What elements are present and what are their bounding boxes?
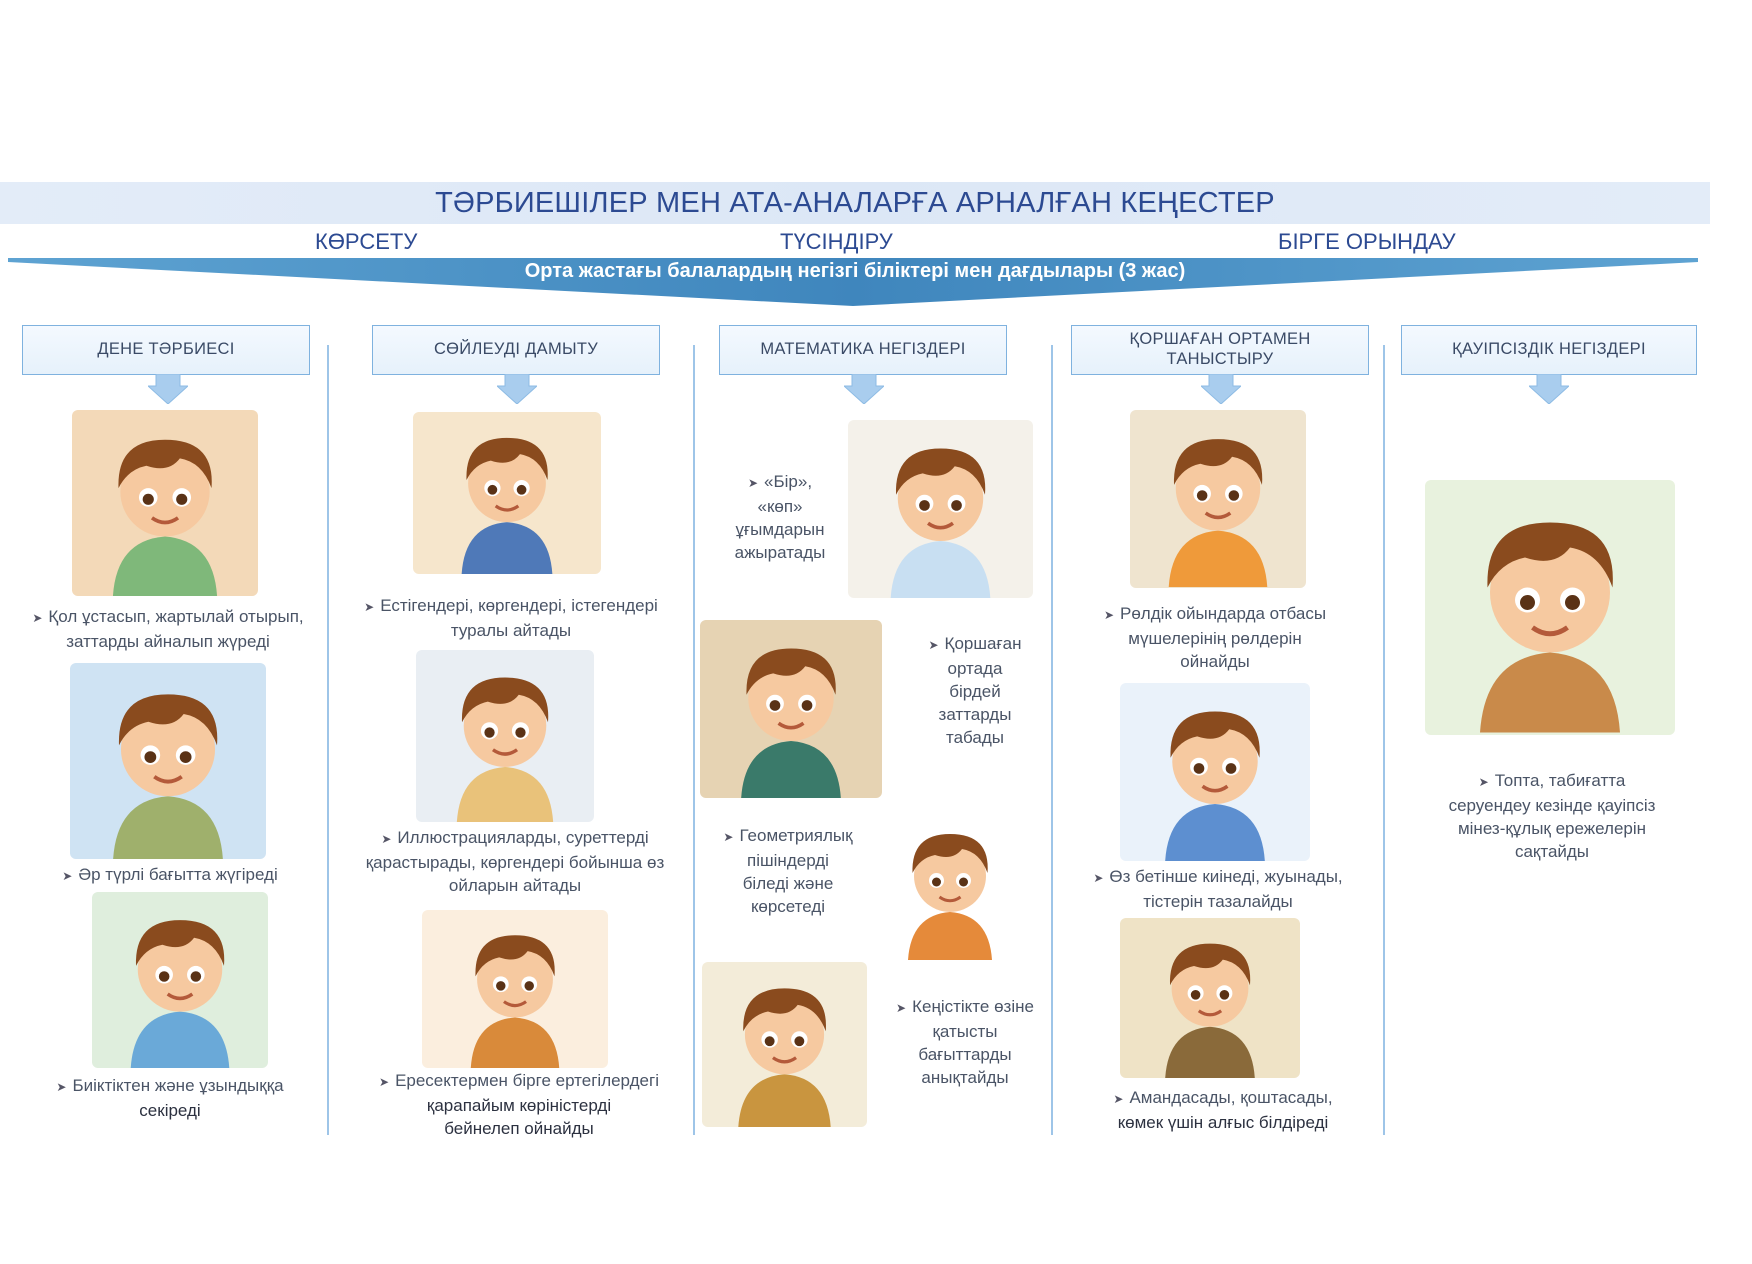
illustration-boy xyxy=(413,412,601,574)
bullet-arrow-icon: ➤ xyxy=(1478,775,1489,789)
heading-safety-basics: ҚАУІПСІЗДІК НЕГІЗДЕРІ xyxy=(1401,325,1697,375)
illustration-boy xyxy=(1425,480,1675,735)
caption-item: ➤ Қоршаған ортада бірдей заттарды табады xyxy=(928,634,1022,747)
illustration-boy xyxy=(1120,918,1300,1078)
bullet-arrow-icon: ➤ xyxy=(379,1075,390,1089)
bullet-arrow-icon: ➤ xyxy=(723,830,734,844)
bullet-arrow-icon: ➤ xyxy=(381,832,392,846)
column-divider xyxy=(327,345,329,1135)
caption-item: ➤ Топта, табиғатта серуендеу кезінде қауіпсіз мінез-құлық ережелерін сақтайды xyxy=(1448,771,1656,861)
column-divider xyxy=(693,345,695,1135)
bullet-arrow-icon: ➤ xyxy=(56,1080,67,1094)
illustration-boy xyxy=(92,892,268,1068)
caption-item: ➤ Иллюстрацияларды, суреттерді қарастырады, көргендері бойынша өз ойларын айтады xyxy=(365,828,665,895)
bullet-arrow-icon: ➤ xyxy=(1113,1092,1124,1106)
down-arrow-icon xyxy=(148,374,188,404)
caption-item: ➤ Амандасады, қоштасады, көмек үшін алғыс білдіреді xyxy=(1113,1088,1333,1132)
illustration-boy xyxy=(422,910,608,1068)
down-arrow-icon xyxy=(497,374,537,404)
banner-text: Орта жастағы балалардың негізгі біліктері мен дағдылары (3 жас) xyxy=(524,260,1186,282)
heading-math-basics: МАТЕМАТИКА НЕГІЗДЕРІ xyxy=(719,325,1007,375)
caption-item: ➤ Қол ұстасып, жартылай отырып, заттарды айналып жүреді xyxy=(32,607,304,651)
illustration-boy xyxy=(1120,683,1310,861)
illustration-boy xyxy=(416,650,594,822)
bullet-arrow-icon: ➤ xyxy=(747,476,759,490)
bullet-arrow-icon: ➤ xyxy=(1103,608,1114,622)
caption-item: ➤ Естігендері, көргендері, істегендері туралы айтады xyxy=(364,596,658,640)
bullet-arrow-icon: ➤ xyxy=(896,1001,907,1015)
caption-item: ➤ Ересектермен бірге ертегілердегі қарапайым көріністерді бейнелеп ойнайды xyxy=(379,1071,659,1138)
step-show: КӨРСЕТУ xyxy=(315,229,418,254)
down-arrow-icon xyxy=(1529,374,1569,404)
illustration-boy xyxy=(702,962,867,1127)
illustration-boy xyxy=(848,420,1033,598)
illustration-boy xyxy=(72,410,258,596)
down-arrow-icon xyxy=(844,374,884,404)
down-arrow-icon xyxy=(1201,374,1241,404)
caption-item: ➤ Өз бетінше киінеді, жуынады, тістерін тазалайды xyxy=(1093,867,1343,911)
caption-item: ➤ Рөлдік ойындарда отбасы мүшелерінің рөлдерін ойнайды xyxy=(1103,604,1327,671)
illustration-boy xyxy=(1130,410,1306,588)
bullet-arrow-icon: ➤ xyxy=(364,600,375,614)
illustration-boy xyxy=(700,620,882,798)
illustration-boy xyxy=(70,663,266,859)
heading-physical-education: ДЕНЕ ТӘРБИЕСІ xyxy=(22,325,310,375)
step-explain: ТҮСІНДІРУ xyxy=(780,229,893,254)
bullet-arrow-icon: ➤ xyxy=(32,611,43,625)
caption-item: ➤ «Бір», «көп» ұғымдарын ажыратады xyxy=(734,472,826,562)
bullet-arrow-icon: ➤ xyxy=(62,869,73,883)
caption-item: ➤ Геометриялық пішіндерді біледі және көрсетеді xyxy=(723,826,853,916)
column-divider xyxy=(1051,345,1053,1135)
step-do-together: БІРГЕ ОРЫНДАУ xyxy=(1278,229,1456,254)
page-title: ТӘРБИЕШІЛЕР МЕН АТА-АНАЛАРҒА АРНАЛҒАН КЕҢЕСТЕР xyxy=(435,187,1275,219)
column-divider xyxy=(1383,345,1385,1135)
illustration-boy xyxy=(870,810,1030,960)
caption-item: ➤ Әр түрлі бағытта жүгіреді xyxy=(62,865,278,884)
heading-environment: ҚОРШАҒАН ОРТАМЕН ТАНЫСТЫРУ xyxy=(1071,325,1369,375)
bullet-arrow-icon: ➤ xyxy=(1093,871,1104,885)
caption-item: ➤ Биіктіктен және ұзындыққа секіреді xyxy=(56,1076,284,1120)
heading-speech-development: СӨЙЛЕУДІ ДАМЫТУ xyxy=(372,325,660,375)
bullet-arrow-icon: ➤ xyxy=(928,638,939,652)
caption-item: ➤ Кеңістікте өзіне қатысты бағыттарды анықтайды xyxy=(896,997,1034,1087)
